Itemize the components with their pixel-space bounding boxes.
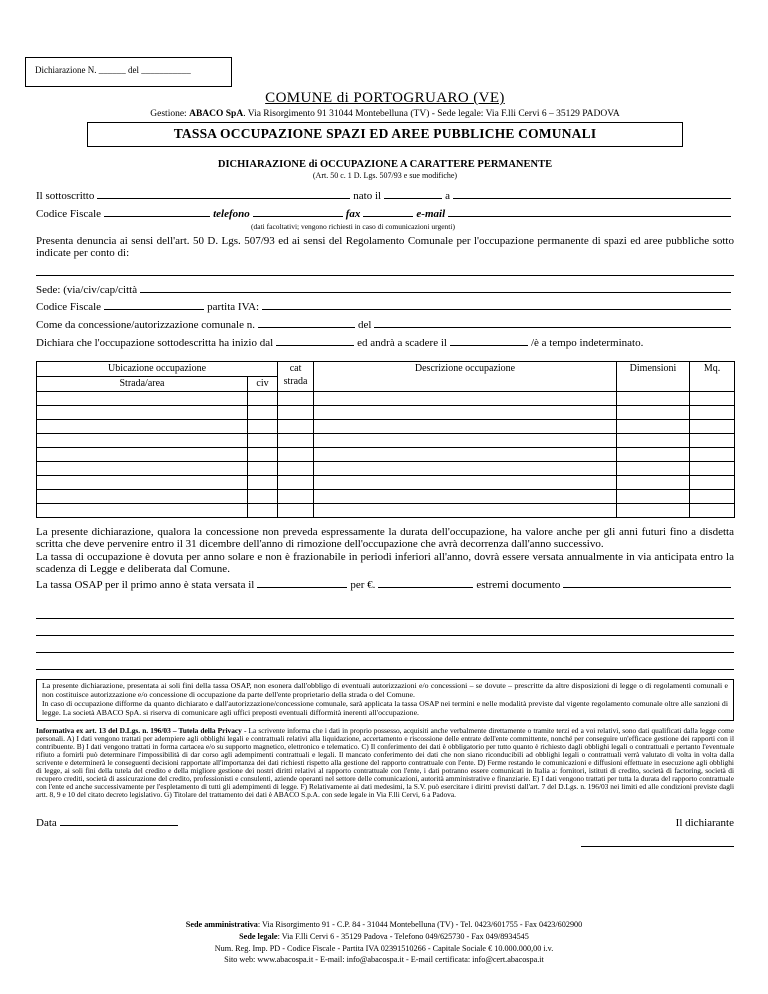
gestione-prefix: Gestione:: [150, 109, 190, 119]
writing-line: [36, 602, 734, 619]
declarant-name-blank: [97, 195, 350, 199]
declaration-subtitle: (Art. 50 c. 1 D. Lgs. 507/93 e sue modifiche): [312, 171, 458, 180]
data-label: Data: [36, 817, 57, 830]
footer: [0, 919, 768, 966]
gestione-company: ABACO SpA: [189, 109, 244, 119]
privacy-title: Informativa ex art. 13 del D.Lgs. n. 196/03 – Tutela della Privacy: [36, 726, 242, 736]
table-cell: [278, 489, 314, 503]
table-cell: [248, 503, 278, 517]
writing-line: [36, 619, 734, 636]
writing-lines: [36, 602, 734, 670]
table-cell: [248, 433, 278, 447]
start-date-blank: [276, 342, 354, 346]
table-cell: [690, 503, 735, 517]
table-cell: [314, 419, 617, 433]
table-cell: [690, 391, 735, 405]
table-cell: [37, 475, 248, 489]
table-cell: [278, 405, 314, 419]
table-row: [37, 405, 735, 419]
table-cell: [690, 433, 735, 447]
footer-line-3: Num. Reg. Imp. PD - Codice Fiscale - Partita IVA 02391510266 - Capitale Sociale € 10.000.000,00 i.v.: [214, 943, 554, 953]
telefono-label: telefono: [213, 207, 250, 220]
table-cell: [314, 503, 617, 517]
fax-label: fax: [345, 207, 361, 220]
col-header-dimensioni: Dimensioni: [617, 361, 690, 391]
table-row: [37, 503, 735, 517]
sede-legale-label: Sede legale: [239, 932, 278, 942]
table-cell: [690, 405, 735, 419]
col-header-cat-strada: [278, 361, 314, 391]
table-cell: [314, 461, 617, 475]
per-euro-label: per €.: [350, 578, 376, 591]
del-label: del: [358, 319, 372, 332]
table-cell: [617, 475, 690, 489]
table-cell: [248, 419, 278, 433]
validity-line: [36, 337, 734, 351]
amount-blank: [378, 584, 473, 588]
table-cell: [37, 433, 248, 447]
fiscal-line: [36, 301, 734, 315]
gestione-rest: . Via Risorgimento 91 31044 Montebelluna (TV) - Sede legale: Via F.lli Cervi 6 – 35129 PADOVA: [243, 109, 620, 119]
writing-line: [36, 653, 734, 670]
table-cell: [37, 419, 248, 433]
table-cell: [617, 489, 690, 503]
fax-blank: [363, 213, 413, 217]
table-cell: [314, 475, 617, 489]
email-blank: [448, 213, 731, 217]
table-cell: [690, 447, 735, 461]
table-cell: [37, 503, 248, 517]
tax-title-box: TASSA OCCUPAZIONE SPAZI ED AREE PUBBLICHE COMUNALI: [87, 122, 683, 147]
table-row: [37, 433, 735, 447]
sede-label: Sede: (via/civ/cap/città: [36, 283, 138, 296]
table-cell: [278, 447, 314, 461]
col-header-ubicazione: Ubicazione occupazione: [37, 361, 278, 376]
table-cell: [278, 391, 314, 405]
sede-amministrativa-label: Sede amministrativa: [185, 920, 258, 930]
inizio-label: Dichiara che l'occupazione sottodescritta ha inizio dal: [36, 336, 274, 349]
concessione-number-blank: [258, 324, 355, 328]
table-cell: [617, 433, 690, 447]
cat-label: cat: [289, 362, 302, 374]
scadere-label: ed andrà a scadere il: [357, 336, 447, 349]
osap-payment-line: [36, 579, 734, 593]
table-row: [37, 461, 735, 475]
dichiarante-label: Il dichiarante: [675, 817, 734, 830]
table-cell: [690, 419, 735, 433]
table-cell: [248, 475, 278, 489]
sede-blank: [140, 289, 731, 293]
document-ref-blank: [563, 584, 731, 588]
tax-due-paragraph: La tassa di occupazione è dovuta per anno solare e non è frazionabile in periodi inferiori all'anno, dovrà essere versata annualmente in via anticipata entro la scadenza di Legge e deliberata dal Comune.: [36, 550, 734, 576]
contacts-line: [36, 208, 734, 222]
table-cell: [248, 461, 278, 475]
partita-iva-blank: [262, 306, 731, 310]
table-row: [37, 489, 735, 503]
table-row: [37, 391, 735, 405]
signature-line: [581, 837, 734, 847]
sede-line: [36, 284, 734, 298]
occupation-table: [36, 361, 735, 518]
concessione-label: Come da concessione/autorizzazione comunale n.: [36, 319, 255, 332]
note-paragraph-1: La presente dichiarazione, presentata ai soli fini della tassa OSAP, non esonera dall'obbligo di eventuali autorizzazioni e/o concessioni – se dovute – prescritte da altre disposizioni di legge o di regolamenti comunali e non costituisce autorizzazione e/o concessione di occupazione da parte dell'ente proprietario della strada o del Comune.: [42, 681, 728, 700]
table-row: [37, 475, 735, 489]
table-cell: [314, 447, 617, 461]
table-cell: [690, 475, 735, 489]
table-cell: [314, 433, 617, 447]
email-label: e-mail: [416, 207, 446, 220]
table-cell: [690, 489, 735, 503]
partita-iva-label: partita IVA:: [207, 301, 260, 314]
occupation-table-body: [37, 391, 735, 517]
sede-legale-text: : Via F.lli Cervi 6 - 35129 Padova - Telefono 049/625730 - Fax 049/8934545: [277, 932, 529, 942]
codice-fiscale2-label: Codice Fiscale: [36, 301, 102, 314]
table-row: [37, 419, 735, 433]
table-cell: [248, 391, 278, 405]
table-cell: [617, 503, 690, 517]
estremi-label: estremi documento: [476, 578, 561, 591]
birth-place-blank: [453, 195, 731, 199]
col-header-strada-area: Strada/area: [37, 376, 248, 391]
table-cell: [690, 461, 735, 475]
occupation-table-header: [37, 361, 735, 391]
sede-amministrativa-text: : Via Risorgimento 91 - C.P. 84 - 31044 Montebelluna (TV) - Tel. 0423/601755 - Fax 0423/602900: [257, 920, 583, 930]
payment-date-blank: [257, 584, 347, 588]
col-header-mq: Mq.: [690, 361, 735, 391]
writing-line: [36, 636, 734, 653]
nato-il-label: nato il: [353, 190, 382, 202]
declaration-validity-paragraph: La presente dichiarazione, qualora la concessione non preveda espressamente la durata dell'occupazione, ha valore anche per gli anni futuri fino a disdetta scritta che deve pervenire entro il 31 dicembre dell'anno di rimozione dell'occupazione che avrà decorrenza dall'anno successivo.: [36, 525, 734, 551]
management-line: [36, 109, 734, 119]
declaration-number-box: [25, 57, 232, 87]
note-paragraph-2: In caso di occupazione difforme da quanto dichiarato e dall'autorizzazione/concessione comunale, sarà applicata la tassa OSAP nei termini e nelle modalità previste dal vigente regolamento comunale oltre alle sanzioni di legge. La società ABACO SpA. si riserva di comunicare agli uffici preposti eventuali difformità inerenti all'occupazione.: [42, 698, 728, 717]
table-cell: [37, 447, 248, 461]
table-cell: [37, 391, 248, 405]
table-cell: [278, 419, 314, 433]
indeterminato-label: /è a tempo indeterminato.: [530, 336, 644, 349]
footer-line-1: [0, 919, 768, 931]
table-cell: [617, 447, 690, 461]
table-cell: [37, 461, 248, 475]
table-cell: [248, 489, 278, 503]
telefono-blank: [253, 213, 343, 217]
footer-line-4: Sito web: www.abacospa.it - E-mail: info@abacospa.it - E-mail certificata: info@cert.abacospa.it: [224, 955, 544, 965]
table-cell: [37, 405, 248, 419]
full-blank-line: [36, 272, 734, 276]
table-cell: [248, 447, 278, 461]
table-cell: [278, 433, 314, 447]
osap-label: La tassa OSAP per il primo anno è stata versata il: [36, 578, 255, 591]
legal-note-box: [36, 679, 734, 721]
table-cell: [314, 489, 617, 503]
table-cell: [617, 391, 690, 405]
commune-title: COMUNE di PORTOGRUARO (VE): [265, 90, 505, 106]
codice-fiscale2-blank: [104, 306, 204, 310]
table-cell: [617, 461, 690, 475]
date-blank: [60, 822, 178, 826]
declaration-number-label: Dichiarazione N. ______ del ___________: [35, 65, 191, 75]
declaration-title: DICHIARAZIONE di OCCUPAZIONE A CARATTERE PERMANENTE: [217, 159, 553, 170]
table-cell: [617, 419, 690, 433]
table-cell: [314, 405, 617, 419]
privacy-notice: [36, 727, 734, 799]
table-cell: [278, 461, 314, 475]
table-cell: [37, 489, 248, 503]
sottoscritto-label: Il sottoscritto: [36, 190, 95, 202]
optional-data-note: (dati facoltativi; vengono richiesti in caso di comunicazioni urgenti): [251, 221, 455, 231]
codice-fiscale-label: Codice Fiscale: [36, 207, 102, 220]
signature-row: [36, 817, 734, 829]
privacy-body: - La scrivente informa che i dati in proprio possesso, acquisiti anche verbalmente direttamente o tramite terzi ed a voi relativi, sono dati qualificati dalla legge come personali. A) I dati vengono trattati per adempiere agli obblighi legali e contrattuali relativi alla liquidazione, accertamento e riscossione delle entrate dell'ente committente, nonché per conseguire un'efficace gestione dei rapporti con il contribuente. B) I dati vengono trattati in forma cartacea e/o su supporto magnetico, elettronico e telematico. C) Il conferimento dei dati è obbligatorio per tutto quanto è richiesto dagli obblighi legali o contrattuali e pertanto l'eventuale rifiuto a fornirli può determinare l'impossibilità di dar corso agli adempimenti contrattuali e legali. Il mancato conferimento dei dati che non siano riconducibili ad obblighi legali o contrattuali verrà valutato di volta in volta dalla scrivente e determinerà le conseguenti decisioni rapportate all'importanza dei dati richiesti rispetto alla gestione del rapporto contrattuale con l'ente. D) Ferme restando le comunicazioni e diffusioni effettuate in esecuzione agli obblighi di legge, ai soli fini della tutela del credito e della migliore gestione dei nostri diritti relativi al rapporto contrattuale con l'ente, i dati potranno essere comunicati in Italia a: fornitori, istituti di credito, società di factoring, società di recupero crediti, società di assicurazione del credito, professionisti e consulenti, aziende operanti nel settore delle comunicazioni, autorità amministrative e finanziarie. E) I dati vengono trattati per tutta la durata del rapporto contrattuale con l'ente ed anche successivamente per l'espletamento di tutti gli adempimenti di legge. F) Relativamente ai dati medesimi, la S.V. può esercitare i diritti previsti dall'art. 7 del D.Lgs. n. 196/03 nei limiti ed alle condizioni previste dagli artt. 8, 9 e 10 del citato decreto legislativo. G) Titolare del trattamento dei dati è ABACO S.p.A. con sede legale in Via F.lli Cervi, 6 a Padova.: [36, 726, 734, 800]
concessione-line: [36, 319, 734, 333]
concessione-date-blank: [374, 324, 731, 328]
table-cell: [278, 503, 314, 517]
table-row: [37, 447, 735, 461]
presenta-denuncia-paragraph: Presenta denuncia ai sensi dell'art. 50 D. Lgs. 507/93 ed ai sensi del Regolamento Comunale per l'occupazione permanente di spazi ed aree pubbliche sotto indicate per conto di:: [36, 234, 734, 260]
table-cell: [278, 475, 314, 489]
declarant-line: [36, 190, 734, 204]
col-header-civ: civ: [248, 376, 278, 391]
table-cell: [617, 405, 690, 419]
table-cell: [248, 405, 278, 419]
footer-line-2: [0, 931, 768, 943]
cat-strada-label: strada: [283, 375, 308, 387]
codice-fiscale-blank: [104, 213, 210, 217]
account-of-blank: [36, 272, 734, 276]
birth-date-blank: [384, 195, 442, 199]
end-date-blank: [450, 342, 528, 346]
a-label: a: [445, 190, 450, 202]
table-cell: [314, 391, 617, 405]
col-header-descrizione: Descrizione occupazione: [314, 361, 617, 391]
